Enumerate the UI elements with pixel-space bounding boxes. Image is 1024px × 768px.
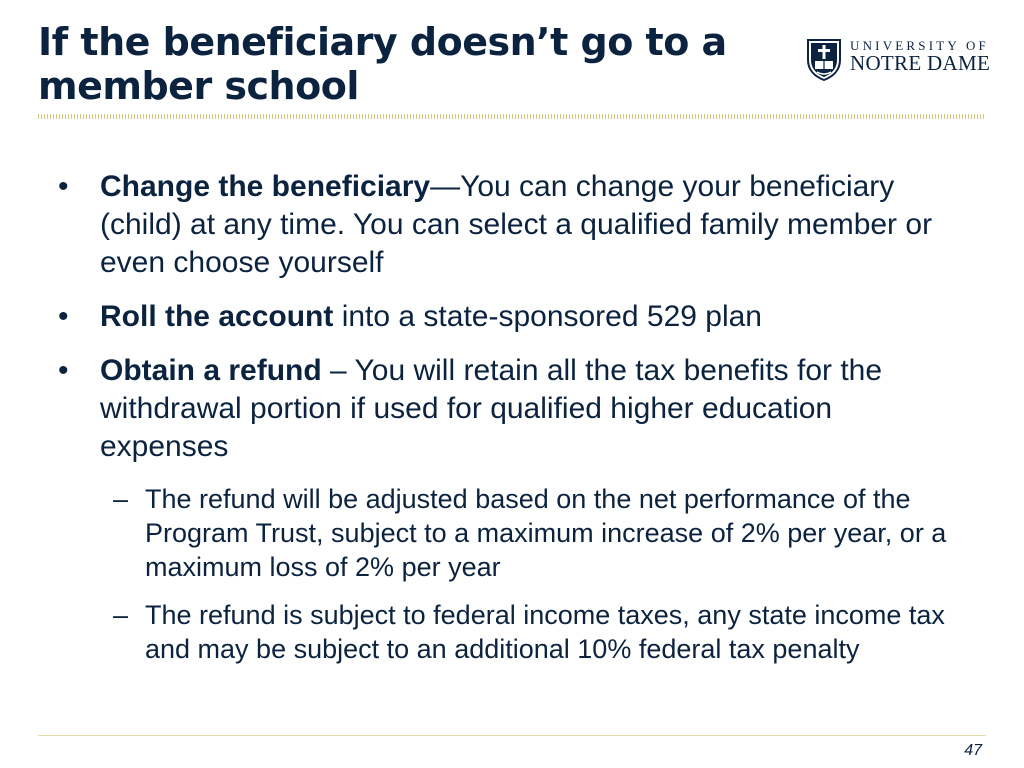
sub-bullet-item xyxy=(58,598,958,666)
dash-mark: – xyxy=(113,484,129,514)
logo-university-of: UNIVERSITY OF xyxy=(850,38,989,53)
bullet-text: – You will retain all the tax benefits for the withdrawal portion if used for qualified higher education expenses xyxy=(100,354,883,463)
bullet-heading: Roll the account xyxy=(100,300,334,333)
sub-bullet-item xyxy=(58,482,958,584)
footer-divider xyxy=(38,735,986,736)
slide-title: If the beneficiary doesn’t go to a member school xyxy=(38,20,727,108)
bullet-mark: • xyxy=(58,170,69,203)
title-divider xyxy=(38,114,986,119)
bullet-item xyxy=(58,298,958,336)
bullet-item xyxy=(58,168,958,282)
sub-bullet-text: The refund will be adjusted based on the net performance of the Program Trust, subject to a maximum increase of 2% per year, or a maximum loss of 2% per year xyxy=(145,484,947,582)
bullet-mark: • xyxy=(58,300,69,333)
slide-body xyxy=(58,168,958,678)
bullet-heading: Obtain a refund xyxy=(100,354,322,387)
bullet-heading: Change the beneficiary xyxy=(100,170,431,203)
bullet-mark: • xyxy=(58,354,69,387)
dash-mark: – xyxy=(113,600,129,630)
university-logo xyxy=(806,38,991,82)
bullet-text: into a state-sponsored 529 plan xyxy=(333,300,762,333)
notre-dame-shield-icon xyxy=(806,38,842,82)
bullet-text: —You can change your beneficiary (child) at any time. You can select a qualified family member or even choose yourself xyxy=(100,170,933,279)
page-number: 47 xyxy=(964,742,982,759)
logo-notre-dame: NOTRE DAME xyxy=(850,51,991,75)
sub-bullet-text: The refund is subject to federal income taxes, any state income tax and may be subject to an additional 10% federal tax penalty xyxy=(145,600,945,664)
bullet-item xyxy=(58,352,958,466)
